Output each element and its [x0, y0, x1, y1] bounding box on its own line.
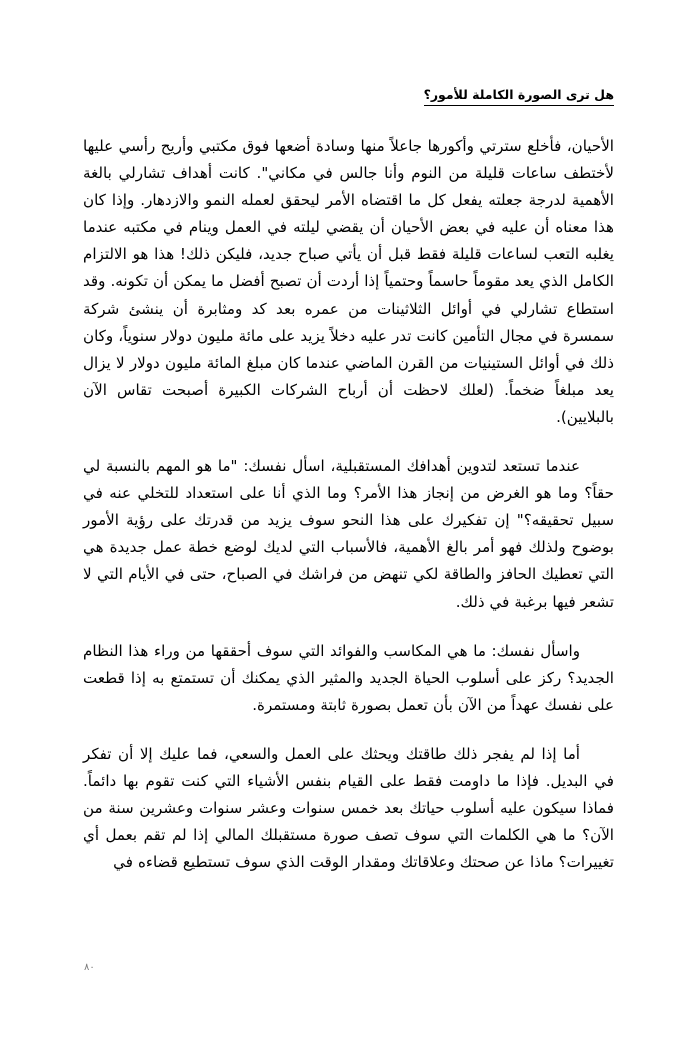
paragraph: عندما تستعد لتدوين أهدافك المستقبلية، اسأل نفسك: "ما هو المهم بالنسبة لي حقاً؟ وما هو الغرض من إنجاز هذا الأمر؟ وما الذي أنا على استعداد للتخلي عنه في سبيل تحقيقه؟" إن تفكيرك على هذا النحو سوف يزيد من قدرتك على رؤية الأمور بوضوح ولذلك فهو أمر بالغ الأهمية، فالأسباب التي لديك لوضع خطة عمل جديدة هي التي تعطيك الحافز والطاقة لكي تنهض من فراشك في الصباح، حتى في الأيام التي لا تشعر فيها برغبة في ذلك. [83, 457, 614, 611]
running-header-title: هل ترى الصورة الكاملة للأمور؟ [424, 87, 614, 106]
page-number: ٨٠ [84, 962, 95, 973]
paragraph: واسأل نفسك: ما هي المكاسب والفوائد التي سوف أحققها من وراء هذا النظام الجديد؟ ركز على أسلوب الحياة الجديد والمثير الذي يمكنك أن تستمتع به إذا قطعت على نفسك عهداً من الآن بأن تعمل بصورة ثابتة ومستمرة. [83, 641, 614, 714]
running-header [84, 84, 614, 106]
paragraph: أما إذا لم يفجر ذلك طاقتك ويحثك على العمل والسعي، فما عليك إلا أن تفكر في البديل. فإذا ما داومت فقط على القيام بنفس الأشياء التي كنت تقوم بها دائماً. فماذا سيكون عليه أسلوب حياتك بعد خمس سنوات وعشر سنوات وعشرين سنة من الآن؟ ما هي الكلمات التي سوف تصف صورة مستقبلك المالي إذا لم تقم بعمل أي تغييرات؟ ماذا عن صحتك وعلاقاتك ومقدار الوقت الذي سوف تستطيع قضاءه في [83, 744, 614, 872]
paragraph: الأحيان، فأخلع سترتي وأكورها جاعلاً منها وسادة أضعها فوق مكتبي وأريح رأسي عليها لأختطف ساعات قليلة من النوم وأنا جالس في مكاني". كانت أهداف تشارلي بالغة الأهمية لدرجة جعلته يفعل كل ما اقتضاه الأمر ليحقق لعمله النمو والازدهار. وإذا كان هذا معناه أن عليه في بعض الأحيان أن يقضي ليلته في العمل وينام في مكتبه عندما يغلبه التعب لساعات قليلة فقط قبل أن يأتي صباح جديد، فليكن ذلك! هذا هو الالتزام الكامل الذي يعد مقوماً حاسماً وحتمياً إذا أردت أن تصبح أفضل ما يمكن أن تكونه. وقد استطاع تشارلي في أوائل الثلاثينات من عمره بعد كد ومثابرة أن ينشئ شركة سمسرة في مجال التأمين كانت تدر عليه دخلاً يزيد على مائة مليون دولار سنوياً، وكان ذلك في أوائل الستينيات من القرن الماضي عندما كان مبلغ المائة مليون دولار لا يزال يعد مبلغاً ضخماً. (لعلك لاحظت أن أرباح الشركات الكبيرة أصبحت تقاس الآن بالبلايين). [83, 137, 614, 426]
body-text-column [83, 133, 614, 876]
